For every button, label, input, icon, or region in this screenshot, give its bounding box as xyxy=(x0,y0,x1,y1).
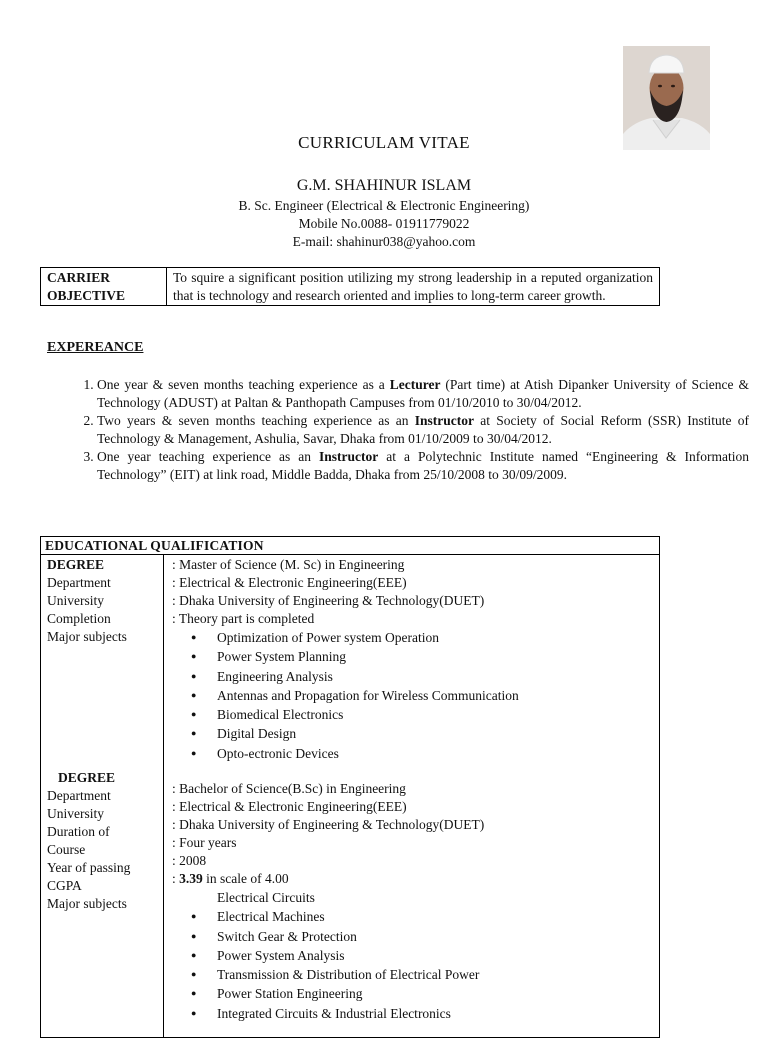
list-item: ● Antennas and Propagation for Wireless Communication xyxy=(217,686,652,705)
experience-item: 1. One year & seven months teaching experience as a Lecturer (Part time) at Atish Dipanker University of Science & Technology (ADUST) at Paltan & Panthopath Campuses from 01/10/2010 to 30/04/2012. xyxy=(97,376,749,412)
experience-item: 2. Two years & seven months teaching experience as an Instructor at Society of Social Reform (SSR) Institute of Technology & Management, Ashulia, Savar, Dhaka from 01/10/2009 to 30/04/2012. xyxy=(97,412,749,448)
experience-item: 3. One year teaching experience as an Instructor at a Polytechnic Institute named “Engineering & Information Technology” (EIT) at link road, Middle Badda, Dhaka from 25/10/2008 to 30/09/2009. xyxy=(97,448,749,484)
candidate-name: G.M. SHAHINUR ISLAM xyxy=(296,177,472,194)
document-title: CURRICULAM VITAE xyxy=(298,133,470,152)
candidate-profession: B. Sc. Engineer (Electrical & Electronic Engineering) xyxy=(238,198,530,213)
career-objective-table xyxy=(40,267,660,306)
education-heading: EDUCATIONAL QUALIFICATION xyxy=(41,537,659,555)
bachelors-values: : Bachelor of Science(B.Sc) in Engineering : Electrical & Electronic Engineering(EEE) : Dhaka University of Engineering & Technology(DUET) : Four years : 2008 : 3.39 in scale of 4.00 Electrical Circuits ● Electrical Machines ● Switch Gear & Protection ● Power System Analysis ● Transmission & Distribution of Electrical Power ● Power Station Engineering ● Integrated Circuits & Industrial Electronics xyxy=(172,780,652,1023)
list-item: ● Optimization of Power system Operation xyxy=(217,628,652,647)
cgpa-value: : 3.39 in scale of 4.00 xyxy=(172,871,289,886)
list-item: Electrical Circuits xyxy=(217,890,315,905)
list-item: ● Integrated Circuits & Industrial Electronics xyxy=(217,1004,652,1023)
list-item: ● Transmission & Distribution of Electrical Power xyxy=(217,965,652,984)
list-item: ● Power Station Engineering xyxy=(217,984,652,1003)
list-item: ● Opto-ectronic Devices xyxy=(217,744,652,763)
list-item: ● Digital Design xyxy=(217,724,652,743)
list-item: ● Engineering Analysis xyxy=(217,667,652,686)
list-item: ● Electrical Machines xyxy=(217,907,652,926)
mobile-number: Mobile No.0088- 01911779022 xyxy=(298,216,470,231)
list-item: ● Switch Gear & Protection xyxy=(217,927,652,946)
bachelors-subject-list xyxy=(172,907,652,1023)
column-divider xyxy=(163,555,164,1037)
masters-values: : Master of Science (M. Sc) in Engineering : Electrical & Electronic Engineering(EEE) : Dhaka University of Engineering & Technology(DUET) : Theory part is completed ● Optimization of Power system Operation ● Power System Planning ● Engineering Analysis ● Antennas and Propagation for Wireless Communication ● Biomedical Electronics ● Digital Design ● Opto-ectronic Devices xyxy=(172,556,652,763)
list-item: ● Power System Analysis xyxy=(217,946,652,965)
objective-label: CARRIER OBJECTIVE xyxy=(41,268,167,306)
list-item: ● Biomedical Electronics xyxy=(217,705,652,724)
email-address: E-mail: shahinur038@yahoo.com xyxy=(292,234,476,249)
experience-list xyxy=(70,376,749,484)
list-item: ● Power System Planning xyxy=(217,647,652,666)
masters-labels: DEGREE Department University Completion Major subjects xyxy=(47,557,127,644)
experience-heading: EXPEREANCE xyxy=(47,340,144,355)
bachelors-labels: DEGREE Department University Duration of Course Year of passing CGPA Major subjects xyxy=(47,770,131,911)
objective-text: To squire a significant position utilizing my strong leadership in a reputed organization that is technology and research oriented and implies to long-term career growth. xyxy=(167,268,660,306)
masters-subject-list xyxy=(172,628,652,763)
education-table xyxy=(40,536,660,1038)
